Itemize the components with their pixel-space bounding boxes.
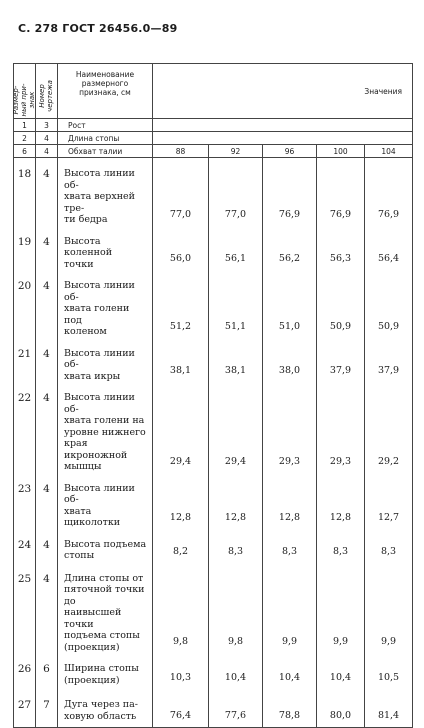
row-parameter: Длина стопы от пяточной точки до наивысшей точки подъема стопы (проекция) (58, 563, 153, 654)
value-88: 76,4 (153, 689, 209, 727)
row-figure: 4 (36, 529, 58, 563)
value-88: 56,0 (153, 226, 209, 271)
value-96: 10,4 (263, 653, 317, 689)
row-number: 18 (14, 158, 36, 226)
row-parameter: Высота линии об- хвата икры (58, 338, 153, 383)
row-number: 26 (14, 653, 36, 689)
value-92: 10,4 (209, 653, 263, 689)
size-100: 100 (317, 145, 365, 158)
row-parameter: Высота линии об- хвата щиколотки (58, 473, 153, 529)
value-104: 76,9 (365, 158, 413, 226)
value-92: 29,4 (209, 382, 263, 473)
value-100: 8,3 (317, 529, 365, 563)
row-parameter: Высота линии об- хвата голени под коленом (58, 270, 153, 338)
value-104: 81,4 (365, 689, 413, 727)
value-104: 37,9 (365, 338, 413, 383)
row-parameter: Ширина стопы (проекция) (58, 653, 153, 689)
value-104: 9,9 (365, 563, 413, 654)
value-92: 77,0 (209, 158, 263, 226)
value-100: 76,9 (317, 158, 365, 226)
table-row (14, 226, 413, 271)
table-row (14, 270, 413, 338)
table-row (14, 653, 413, 689)
ref-row-figure: 4 (36, 132, 58, 145)
value-104: 29,2 (365, 382, 413, 473)
ref-row-label: Рост (58, 119, 153, 132)
value-96: 8,3 (263, 529, 317, 563)
table-row (14, 158, 413, 226)
value-92: 12,8 (209, 473, 263, 529)
page-header: С. 278 ГОСТ 26456.0—89 (18, 22, 178, 35)
value-88: 8,2 (153, 529, 209, 563)
row-number: 25 (14, 563, 36, 654)
value-96: 12,8 (263, 473, 317, 529)
value-104: 8,3 (365, 529, 413, 563)
size-92: 92 (209, 145, 263, 158)
table-header-row (14, 64, 413, 119)
ref-row-number: 2 (14, 132, 36, 145)
ref-row-label: Длина стопы (58, 132, 153, 145)
header-parameter-name: Наименование размерного признака, см (58, 64, 153, 119)
ref-row-values (153, 119, 413, 132)
value-96: 51,0 (263, 270, 317, 338)
value-100: 29,3 (317, 382, 365, 473)
value-88: 12,8 (153, 473, 209, 529)
header-values: Значения (153, 64, 413, 119)
value-96: 76,9 (263, 158, 317, 226)
header-size-feature-label: Размер- ный при- знак (12, 83, 36, 117)
row-parameter: Высота подъема стопы (58, 529, 153, 563)
row-figure: 4 (36, 270, 58, 338)
value-88: 51,2 (153, 270, 209, 338)
value-100: 10,4 (317, 653, 365, 689)
table-row (14, 563, 413, 654)
table-row (14, 382, 413, 473)
size-104: 104 (365, 145, 413, 158)
value-96: 9,9 (263, 563, 317, 654)
table-row (14, 529, 413, 563)
value-92: 9,8 (209, 563, 263, 654)
row-number: 21 (14, 338, 36, 383)
value-96: 29,3 (263, 382, 317, 473)
value-100: 80,0 (317, 689, 365, 727)
value-92: 38,1 (209, 338, 263, 383)
value-92: 8,3 (209, 529, 263, 563)
row-figure: 6 (36, 653, 58, 689)
table-row (14, 689, 413, 727)
value-104: 12,7 (365, 473, 413, 529)
row-figure: 4 (36, 473, 58, 529)
ref-row (14, 132, 413, 145)
value-88: 9,8 (153, 563, 209, 654)
ref-row (14, 145, 413, 158)
value-104: 56,4 (365, 226, 413, 271)
value-104: 10,5 (365, 653, 413, 689)
row-figure: 4 (36, 563, 58, 654)
value-100: 50,9 (317, 270, 365, 338)
header-figure-number-label: Номер чертежа (38, 80, 54, 112)
header-size-feature (14, 64, 36, 119)
row-figure: 7 (36, 689, 58, 727)
value-96: 56,2 (263, 226, 317, 271)
value-100: 56,3 (317, 226, 365, 271)
row-figure: 4 (36, 158, 58, 226)
value-104: 50,9 (365, 270, 413, 338)
row-parameter: Высота линии об- хвата голени на уровне нижнего края икроножной мышцы (58, 382, 153, 473)
row-number: 19 (14, 226, 36, 271)
row-number: 20 (14, 270, 36, 338)
measurements-table (13, 63, 413, 728)
value-88: 38,1 (153, 338, 209, 383)
value-88: 77,0 (153, 158, 209, 226)
row-number: 23 (14, 473, 36, 529)
value-96: 78,8 (263, 689, 317, 727)
row-parameter: Высота линии об- хвата верхней тре- ти бедра (58, 158, 153, 226)
table-row (14, 473, 413, 529)
row-number: 27 (14, 689, 36, 727)
row-figure: 4 (36, 338, 58, 383)
value-100: 12,8 (317, 473, 365, 529)
ref-row-label: Обхват талии (58, 145, 153, 158)
ref-row-number: 6 (14, 145, 36, 158)
value-88: 29,4 (153, 382, 209, 473)
value-96: 38,0 (263, 338, 317, 383)
value-92: 56,1 (209, 226, 263, 271)
ref-row (14, 119, 413, 132)
value-92: 77,6 (209, 689, 263, 727)
row-parameter: Высота коленной точки (58, 226, 153, 271)
table-row (14, 338, 413, 383)
value-100: 37,9 (317, 338, 365, 383)
ref-row-values (153, 132, 413, 145)
header-figure-number (36, 64, 58, 119)
row-number: 24 (14, 529, 36, 563)
ref-row-number: 1 (14, 119, 36, 132)
row-figure: 4 (36, 226, 58, 271)
row-parameter: Дуга через па- ховую область (58, 689, 153, 727)
row-number: 22 (14, 382, 36, 473)
row-figure: 4 (36, 382, 58, 473)
ref-row-figure: 3 (36, 119, 58, 132)
value-88: 10,3 (153, 653, 209, 689)
value-92: 51,1 (209, 270, 263, 338)
size-88: 88 (153, 145, 209, 158)
value-100: 9,9 (317, 563, 365, 654)
ref-row-figure: 4 (36, 145, 58, 158)
size-96: 96 (263, 145, 317, 158)
